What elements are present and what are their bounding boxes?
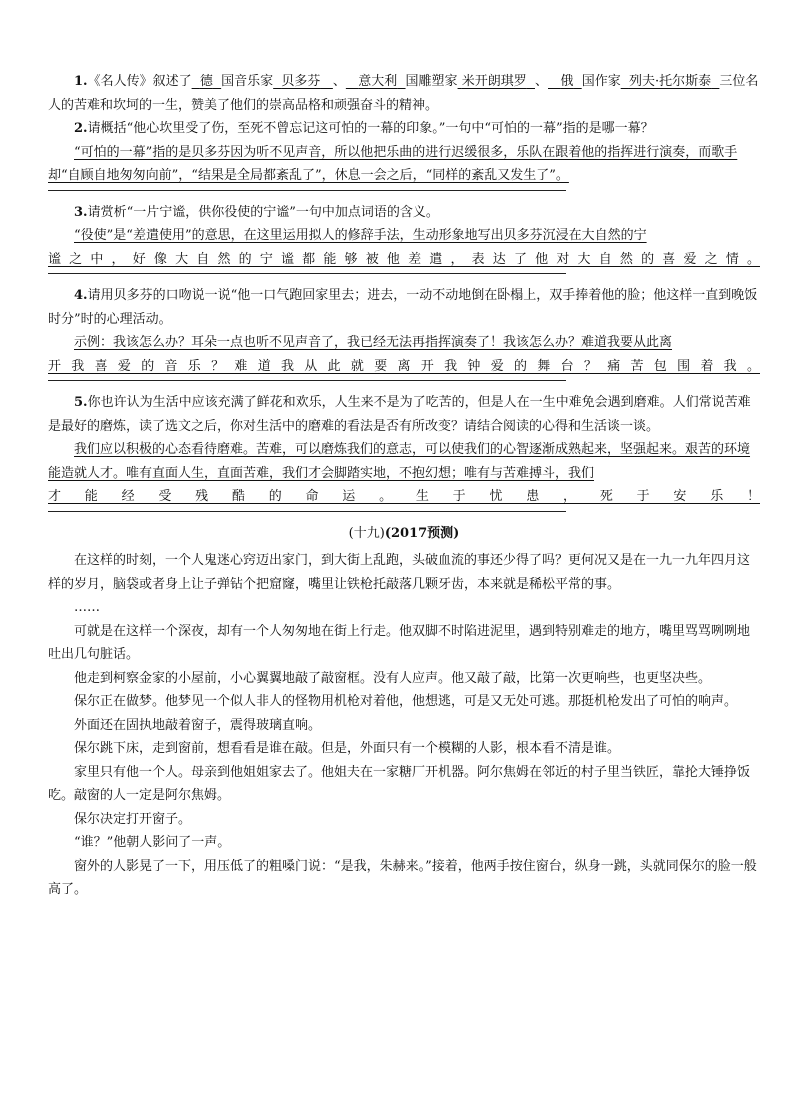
answer-text: 示例：我该怎么办？耳朵一点也听不见声音了，我已经无法再指挥演奏了！我该怎么办？难道我要从此离: [74, 335, 673, 350]
question-4-answer-line-2: [48, 355, 760, 379]
answer-blank: 俄: [560, 74, 574, 89]
answer-line: [48, 190, 566, 191]
question-text: 请概括“他心坎里受了伤，至死不曾忘记这可怕的一幕的印象。”一句中“可怕的一幕”指的是哪一幕？: [87, 121, 654, 136]
question-number: 3.: [74, 204, 88, 220]
answer-text: “可怕的一幕”指的是贝多芬因为听不见声音，所以他把乐曲的进行迟缓很多，乐队在跟着他的指挥进行演奏，而歌手却“自顾自地匆匆向前”，“结果是全局都紊乱了”，休息一会之后，“同样的紊乱又发生了”。: [48, 144, 738, 183]
answer-blank: 米开朗琪罗: [461, 74, 527, 89]
passage-paragraph: 在这样的时刻，一个人鬼迷心窍迈出家门，到大街上乱跑，头破血流的事还少得了吗？更何况又是在一九一九年四月这样的岁月，脑袋或者身上让子弹钻个把窟窿，嘴里让铁枪托敲落几颗牙齿，本来就是稀松平常的事。: [48, 553, 751, 592]
question-number: 4.: [74, 288, 88, 303]
question-5: [48, 391, 760, 512]
question-number: 5.: [74, 395, 88, 410]
question-number: 1.: [74, 74, 88, 89]
section-label: (十九): [348, 525, 385, 541]
question-text: 《名人传》叙述了: [87, 74, 192, 89]
question-text: 国音乐家: [221, 74, 274, 89]
question-text: 你也许认为生活中应该充满了鲜花和欢乐，人生来不是为了吃苦的，但是人在一生中难免会遇到磨难。人们常说苦难是最好的磨炼，读了选文之后，你对生活中的磨难的看法是否有所改变？请结合阅读的心得和生活谈一谈。: [48, 395, 751, 434]
question-1-text: [48, 70, 760, 117]
document-page: [48, 70, 760, 902]
passage-paragraph: “谁？”他朝人影问了一声。: [74, 835, 231, 850]
answer-text: 才能经受残酷的命运。生于忧患，死于安乐！: [48, 489, 760, 504]
question-text: 请赏析“一片宁谧，供你役使的宁谧”一句中加点词语的含义。: [87, 204, 439, 220]
question-text: 三位名人的苦难和坎坷的一生，赞美了他们的崇高品格和顽强奋斗的精神。: [48, 74, 759, 113]
question-5-answer-line-1: [48, 438, 760, 485]
passage-paragraph: 外面还在固执地敲着窗子，震得玻璃直响。: [74, 717, 322, 733]
question-3-answer-line-2: [48, 248, 760, 272]
reading-passage: [48, 549, 760, 902]
passage-paragraph: 窗外的人影晃了一下，用压低了的粗嗓门说：“是我，朱赫来。”接着，他两手按住窗台，纵身一跳，头就同保尔的脸一般高了。: [48, 858, 757, 897]
question-2-answer: [48, 141, 760, 188]
answer-blank: 贝多芬: [281, 74, 321, 89]
question-text: 、: [332, 74, 346, 89]
passage-paragraph: 保尔跳下床，走到窗前，想看看是谁在敲。但是，外面只有一个模糊的人影，根本看不清是谁。: [74, 741, 621, 756]
question-2: [48, 117, 760, 191]
passage-paragraph: 他走到柯察金家的小屋前，小心翼翼地敲了敲窗框。没有人应声。他又敲了敲，比第一次更响些，也更坚决些。: [74, 670, 712, 686]
passage-paragraph: 可就是在这样一个深夜，却有一个人匆匆地在街上行走。他双脚不时陷进泥里，遇到特别难走的地方，嘴里骂骂咧咧地吐出几句脏话。: [48, 623, 751, 662]
answer-line: [48, 380, 566, 381]
passage-paragraph: 家里只有他一个人。母亲到他姐姐家去了。他姐夫在一家糖厂开机器。阿尔焦姆在邻近的村子里当铁匠，靠抡大锤挣饭吃。敲窗的人一定是阿尔焦姆。: [48, 764, 751, 803]
question-text: 请用贝多芬的口吻说一说“他一口气跑回家里去；进去，一动不动地倒在卧榻上，双手捧着他的脸；他这样一直到晚饭时分”时的心理活动。: [48, 288, 758, 327]
question-4-answer-line-1: [48, 331, 760, 355]
question-5-answer-line-2: [48, 485, 760, 509]
passage-paragraph: 保尔正在做梦。他梦见一个似人非人的怪物用机枪对着他，他想逃，可是又无处可逃。那挺机枪发出了可怕的响声。: [74, 694, 738, 709]
answer-line: [48, 511, 566, 512]
question-text: 、: [534, 74, 548, 89]
answer-text: 开我喜爱的音乐？难道我从此就要离开我钟爱的舞台？痛苦包围着我。: [48, 358, 760, 374]
answer-blank: 德: [199, 74, 213, 89]
question-1: [48, 70, 760, 117]
passage-ellipsis: ……: [74, 600, 100, 615]
question-3: [48, 201, 760, 275]
question-text: 国作家: [581, 74, 621, 89]
question-4: [48, 284, 760, 381]
question-4-prompt: [48, 284, 760, 331]
section-year: (2017预测): [384, 525, 460, 541]
answer-text: 谧之中，好像大自然的宁谧都能够被他差遣，表达了他对大自然的喜爱之情。: [48, 251, 760, 267]
passage-paragraph: 保尔决定打开窗子。: [74, 811, 192, 827]
answer-blank: 列夫·托尔斯泰: [628, 74, 712, 89]
answer-text: “役使”是“差遣使用”的意思，在这里运用拟人的修辞手法，生动形象地写出贝多芬沉浸在大自然的宁: [74, 228, 647, 243]
answer-text: 我们应以积极的心态看待磨难。苦难，可以磨炼我们的意志，可以使我们的心智逐渐成熟起来，坚强起来。艰苦的环境能造就人才。唯有直面人生，直面苦难，我们才会脚踏实地，不抱幻想；唯有与苦难搏斗，我们: [48, 442, 751, 481]
question-text: 国雕塑家: [405, 74, 458, 89]
question-3-answer-line-1: [48, 224, 760, 248]
question-number: 2.: [74, 121, 88, 136]
answer-line: [48, 273, 566, 274]
answer-blank: 意大利: [358, 74, 398, 89]
question-2-prompt: [48, 117, 760, 141]
question-3-prompt: [48, 201, 760, 225]
section-heading: [48, 522, 760, 546]
question-5-prompt: [48, 391, 760, 438]
